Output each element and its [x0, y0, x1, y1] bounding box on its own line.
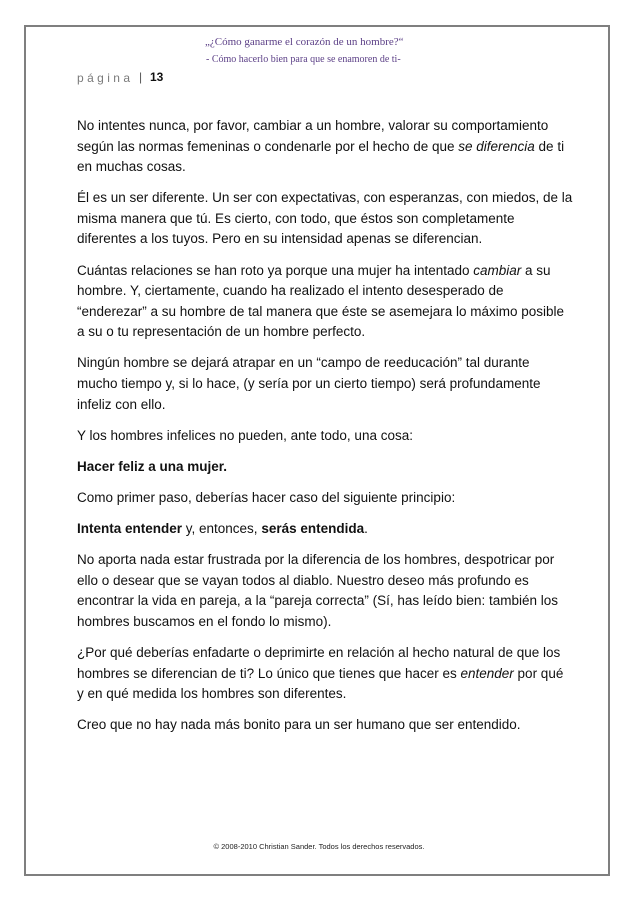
paragraph-9: No aporta nada estar frustrada por la diferencia de los hombres, despotricar por ello o desear que se vayan todos al diablo. Nuestro deseo más profundo es encontrar la vida en pareja, a la “pareja correcta” (Sí, has leído bien: también los hombres buscamos en el fondo lo mismo).: [77, 552, 559, 629]
paragraph-11: Creo que no hay nada más bonito para un ser humano que ser entendido.: [77, 717, 521, 733]
bold-intenta-entender: Intenta entender: [77, 521, 183, 536]
page-separator: |: [139, 70, 143, 84]
emphasis-cambiar: cambiar: [473, 262, 522, 278]
emphasis-se-diferencia: se diferencia: [458, 138, 535, 154]
header-subtitle: - Cómo hacerlo bien para que se enamoren de ti-: [206, 54, 401, 65]
paragraph-2: Él es un ser diferente. Un ser con expectativas, con esperanzas, con miedos, de la misma manera que tú. Es cierto, con todo, que éstos son completamente diferentes a los tuyos. Pero en su intensidad apenas se diferencian.: [77, 190, 573, 247]
header-title: „¿Cómo ganarme el corazón de un hombre?“: [205, 36, 404, 48]
paragraph-8: Intenta entender y, entonces, serás entendida.: [77, 521, 368, 536]
paragraph-10: ¿Por qué deberías enfadarte o deprimirte en relación al hecho natural de que los hombres se diferencian de ti? Lo único que tienes que hacer es entender por qué y en qué medida los hombres son diferentes.: [77, 644, 564, 702]
body-text: [77, 116, 573, 746]
copyright-footer: © 2008-2010 Christian Sander. Todos los derechos reservados.: [213, 842, 425, 851]
paragraph-1: No intentes nunca, por favor, cambiar a un hombre, valorar su comportamiento según las normas femeninas o condenarle por el hecho de que se diferencia de ti en muchas cosas.: [77, 118, 565, 175]
paragraph-3: Cuántas relaciones se han roto ya porque una mujer ha intentado cambiar a su hombre. Y, ciertamente, cuando ha realizado el intento desesperado de “enderezar” a su hombre de tal manera que éste se asemejara lo máximo posible a su o tu representación de un hombre perfecto.: [77, 262, 565, 340]
paragraph-6: [77, 457, 573, 478]
paragraph-5: Y los hombres infelices no pueden, ante todo, una cosa:: [77, 427, 413, 443]
bold-statement: Hacer feliz a una mujer.: [77, 458, 228, 474]
page-label: página: [77, 71, 134, 85]
paragraph-7: Como primer paso, deberías hacer caso del siguiente principio:: [77, 489, 456, 505]
emphasis-entender: entender: [460, 665, 514, 681]
page-number: 13: [150, 70, 164, 84]
bold-seras-entendida: serás entendida: [261, 521, 365, 536]
paragraph-4: Ningún hombre se dejará atrapar en un “campo de reeducación” tal durante mucho tiempo y, si lo hace, (y sería por un cierto tiempo) será profundamente infeliz con ello.: [77, 355, 541, 412]
